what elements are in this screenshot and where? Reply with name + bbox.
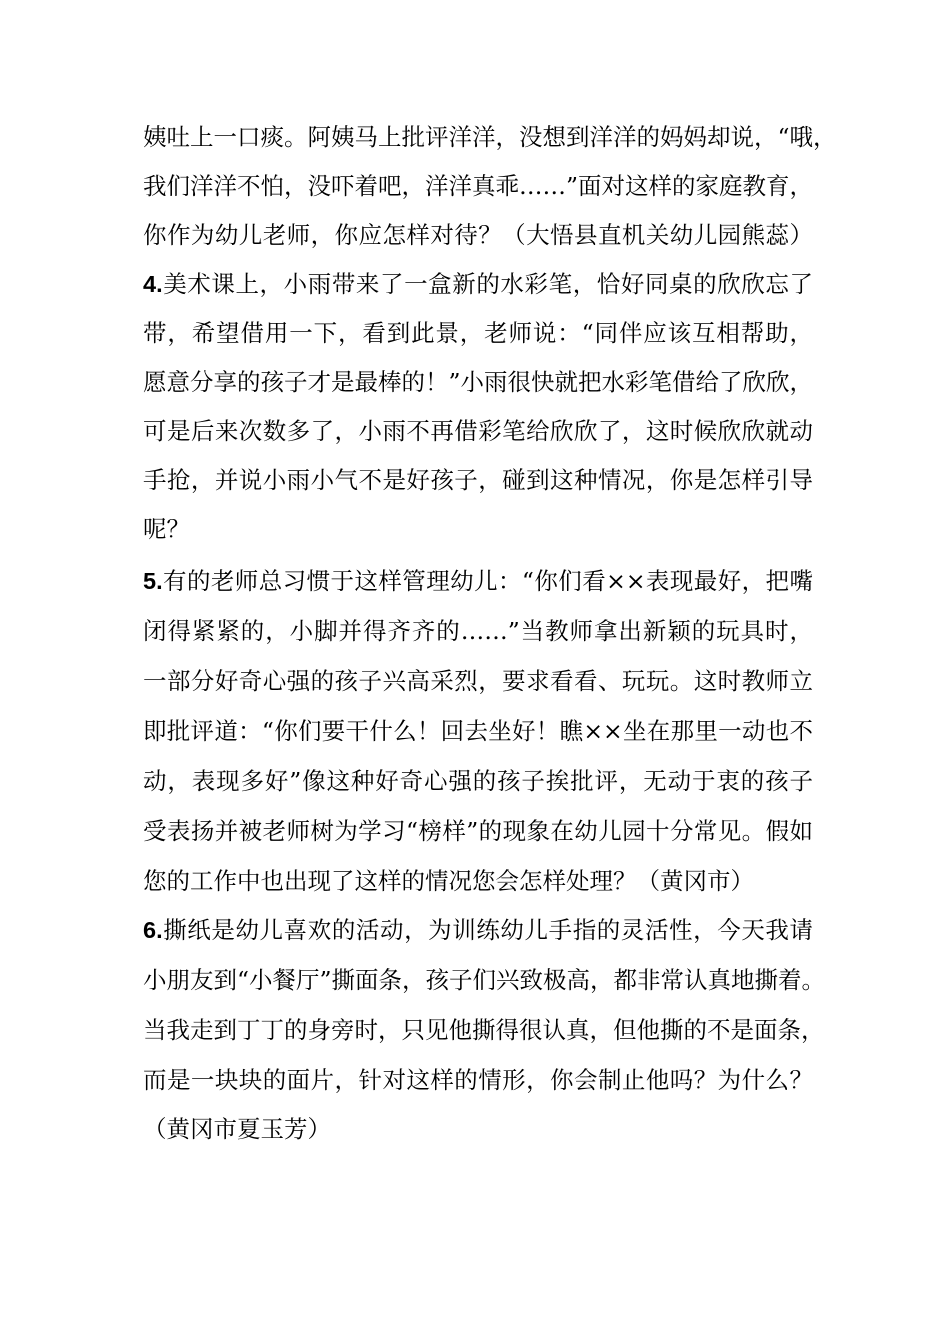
- text-line: 一部分好奇心强的孩子兴高采烈，要求看看、玩玩。这时教师立: [143, 667, 813, 695]
- question-number: 5.: [143, 568, 163, 594]
- question-number: 4.: [143, 271, 163, 297]
- text-line: 小朋友到“小餐厅”撕面条，孩子们兴致极高，都非常认真地撕着。: [143, 966, 826, 994]
- question-6-first-line: 6.撕纸是幼儿喜欢的活动，为训练幼儿手指的灵活性，今天我请: [143, 916, 813, 944]
- text-line: 即批评道：“你们要干什么！回去坐好！瞧××坐在那里一动也不: [143, 717, 813, 745]
- text-line: 而是一块块的面片，针对这样的情形，你会制止他吗？为什么？: [143, 1066, 813, 1094]
- question-number: 6.: [143, 917, 163, 943]
- question-4-first-line: 4.美术课上，小雨带来了一盒新的水彩笔，恰好同桌的欣欣忘了: [143, 270, 813, 298]
- text-line: 闭得紧紧的，小脚并得齐齐的……”当教师拿出新颖的玩具时，: [143, 617, 813, 645]
- question-5-first-line: 5.有的老师总习惯于这样管理幼儿：“你们看××表现最好，把嘴: [143, 567, 813, 595]
- text-line: 手抢，并说小雨小气不是好孩子，碰到这种情况，你是怎样引导: [143, 466, 813, 494]
- text-line: 可是后来次数多了，小雨不再借彩笔给欣欣了，这时候欣欣就动: [143, 417, 813, 445]
- text-line: 受表扬并被老师树为学习“榜样”的现象在幼儿园十分常见。假如: [143, 817, 813, 845]
- text-line: 姨吐上一口痰。阿姨马上批评洋洋，没想到洋洋的妈妈却说，“哦，: [143, 123, 837, 151]
- text-line: 当我走到丁丁的身旁时，只见他撕得很认真，但他撕的不是面条，: [143, 1016, 825, 1044]
- text-line: 我们洋洋不怕，没吓着吧，洋洋真乖……”面对这样的家庭教育，: [143, 172, 814, 200]
- text-line: 愿意分享的孩子才是最棒的！”小雨很快就把水彩笔借给了欣欣，: [143, 368, 814, 396]
- text-line: 你作为幼儿老师，你应怎样对待？（大悟县直机关幼儿园熊蕊）: [143, 221, 813, 249]
- text-line: 您的工作中也出现了这样的情况您会怎样处理？（黄冈市）: [143, 867, 754, 895]
- text-line: （黄冈市夏玉芳）: [143, 1115, 331, 1143]
- text-line: 呢？: [143, 515, 190, 543]
- text-line: 动，表现多好”像这种好奇心强的孩子挨批评，无动于衷的孩子: [143, 767, 813, 795]
- text-line: 带，希望借用一下，看到此景，老师说：“同伴应该互相帮助，: [143, 319, 813, 347]
